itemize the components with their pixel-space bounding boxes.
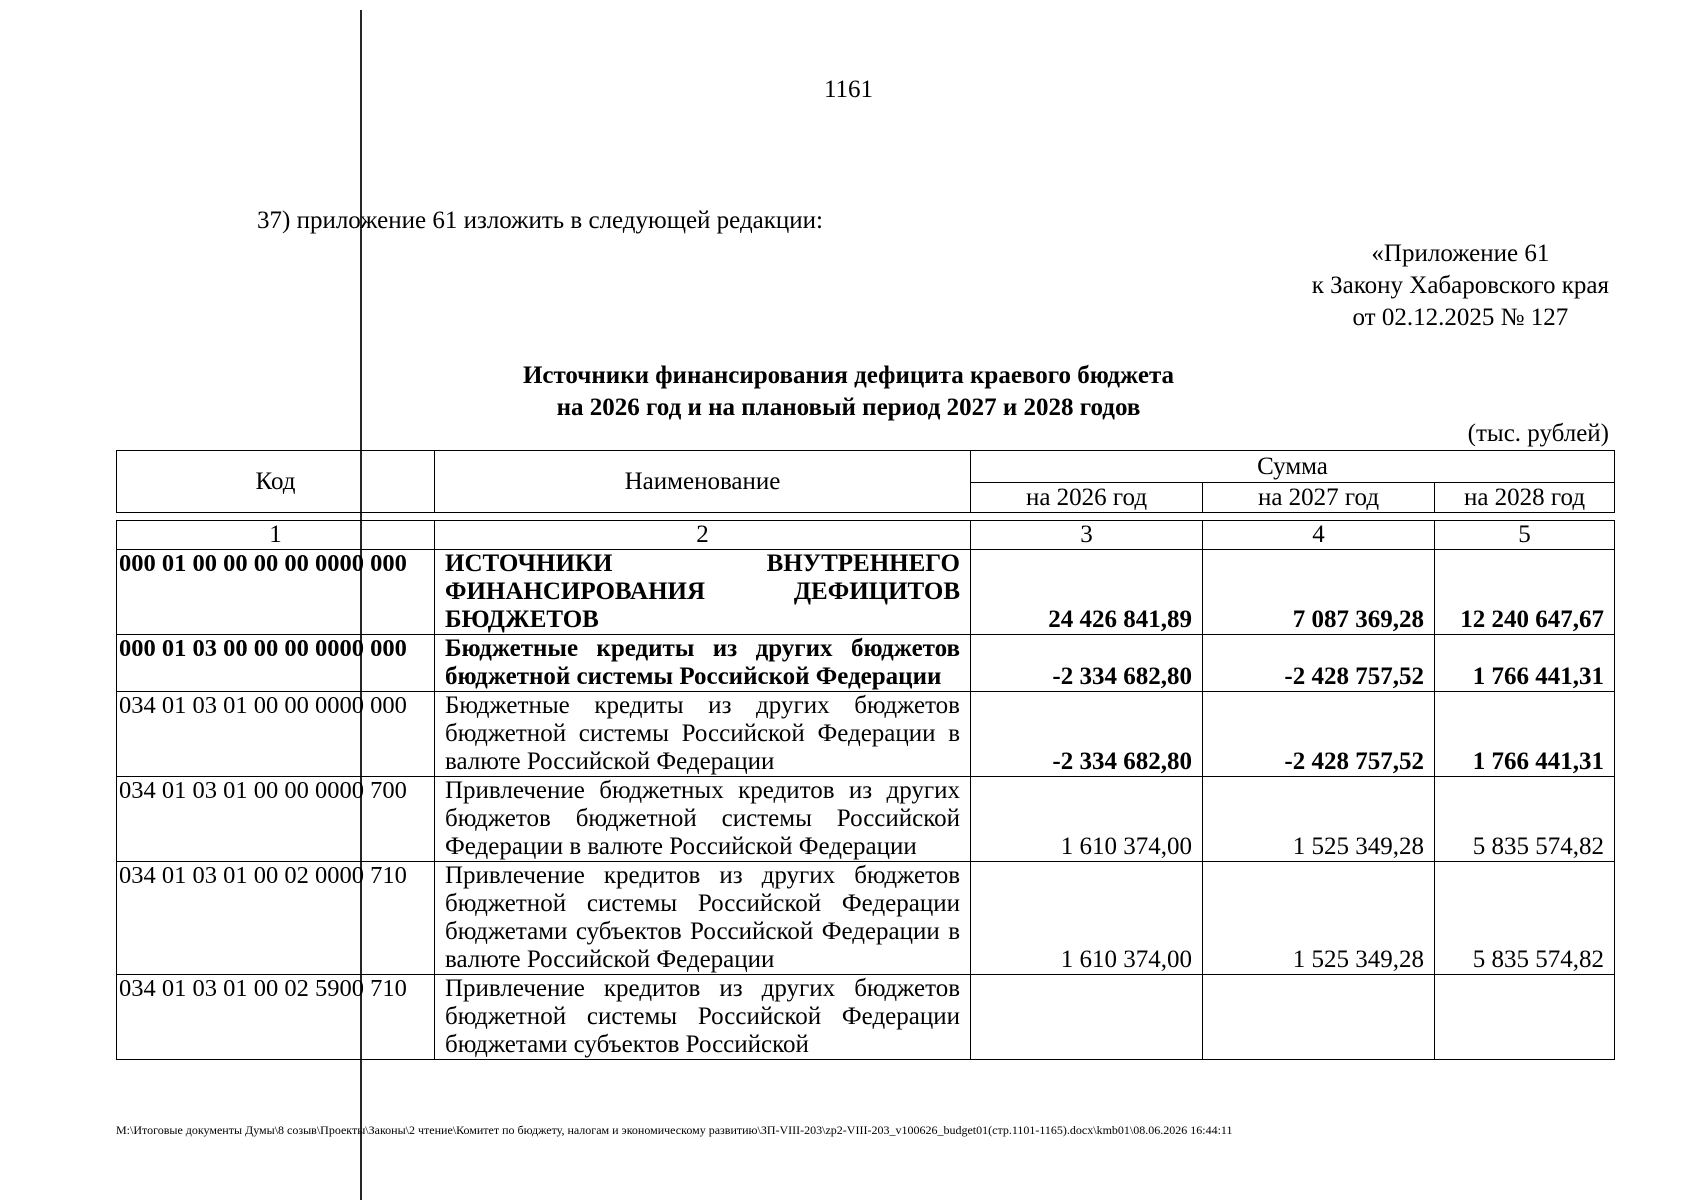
table-row (117, 635, 1615, 692)
row-value-2027: 7 087 369,28 (1203, 550, 1435, 635)
row-value-2027: 1 525 349,28 (1203, 777, 1435, 862)
row-value-2028: 1 766 441,31 (1435, 635, 1615, 692)
row-value-2026: 1 610 374,00 (971, 862, 1203, 975)
header-code: Код (117, 451, 435, 513)
document-title (0, 360, 1697, 424)
row-code: 034 01 03 01 00 02 5900 710 (117, 975, 435, 1060)
appendix-reference (1312, 238, 1609, 334)
header-2026: на 2026 год (971, 483, 1203, 513)
table-header (116, 450, 1615, 513)
title-line1: Источники финансирования дефицита краевого бюджета (522, 362, 1175, 389)
row-name: Привлечение кредитов из других бюджетов бюджетной системы Российской Федерации бюджетами субъектов Российской Федерации в валюте Российской Федерации (435, 862, 971, 975)
table-row (117, 550, 1615, 635)
row-code: 034 01 03 01 00 02 0000 710 (117, 862, 435, 975)
row-value-2026: 1 610 374,00 (971, 777, 1203, 862)
row-value-2028 (1435, 975, 1615, 1060)
row-code: 034 01 03 01 00 00 0000 000 (117, 692, 435, 777)
table-row (117, 975, 1615, 1060)
appendix-ref-line1: «Приложение 61 (1371, 240, 1550, 267)
column-number: 2 (435, 521, 971, 550)
appendix-ref-line2: к Закону Хабаровского края (1311, 272, 1609, 299)
row-value-2028: 12 240 647,67 (1435, 550, 1615, 635)
row-value-2028: 5 835 574,82 (1435, 862, 1615, 975)
budget-table (116, 520, 1615, 1060)
row-name: Бюджетные кредиты из других бюджетов бюджетной системы Российской Федерации (435, 635, 971, 692)
row-value-2027: 1 525 349,28 (1203, 862, 1435, 975)
appendix-ref-line3: от 02.12.2025 № 127 (1352, 304, 1569, 331)
row-value-2026: 24 426 841,89 (971, 550, 1203, 635)
column-number: 4 (1203, 521, 1435, 550)
header-name: Наименование (435, 451, 971, 513)
file-path-footer: M:\Итоговые документы Думы\8 созыв\Проекты\Законы\2 чтение\Комитет по бюджету, налогам и экономическому развитию\ЗП-VIII-203\zp2-VIII-203_v100626_budget01(стр.1101-1165).docx\kmb01\08.06.2026 16:44:11 (116, 1123, 1233, 1137)
units-note: (тыс. рублей) (1467, 420, 1609, 447)
row-value-2026: -2 334 682,80 (971, 692, 1203, 777)
row-name: Привлечение кредитов из других бюджетов бюджетной системы Российской Федерации бюджетами субъектов Российской (435, 975, 971, 1060)
column-number: 5 (1435, 521, 1615, 550)
row-name: Привлечение бюджетных кредитов из других бюджетов бюджетной системы Российской Федерации в валюте Российской Федерации (435, 777, 971, 862)
row-code: 000 01 00 00 00 00 0000 000 (117, 550, 435, 635)
title-line2: на 2026 год и на плановый период 2027 и 2028 годов (556, 394, 1141, 421)
row-value-2026 (971, 975, 1203, 1060)
column-number: 1 (117, 521, 435, 550)
header-2027: на 2027 год (1203, 483, 1435, 513)
row-value-2028: 5 835 574,82 (1435, 777, 1615, 862)
table-row (117, 692, 1615, 777)
table-row (117, 777, 1615, 862)
header-2028: на 2028 год (1435, 483, 1615, 513)
row-value-2026: -2 334 682,80 (971, 635, 1203, 692)
row-value-2027 (1203, 975, 1435, 1060)
column-number: 3 (971, 521, 1203, 550)
row-value-2027: -2 428 757,52 (1203, 692, 1435, 777)
row-code: 000 01 03 00 00 00 0000 000 (117, 635, 435, 692)
row-value-2028: 1 766 441,31 (1435, 692, 1615, 777)
row-code: 034 01 03 01 00 00 0000 700 (117, 777, 435, 862)
row-value-2027: -2 428 757,52 (1203, 635, 1435, 692)
row-name: ИСТОЧНИКИ ВНУТРЕННЕГО ФИНАНСИРОВАНИЯ ДЕФИЦИТОВ БЮДЖЕТОВ (435, 550, 971, 635)
header-sum: Сумма (971, 451, 1615, 483)
amendment-instruction: 37) приложение 61 изложить в следующей редакции: (257, 207, 823, 234)
column-numbers-row (117, 521, 1615, 550)
row-name: Бюджетные кредиты из других бюджетов бюджетной системы Российской Федерации в валюте Российской Федерации (435, 692, 971, 777)
page-number: 1161 (823, 76, 874, 103)
table-row (117, 862, 1615, 975)
